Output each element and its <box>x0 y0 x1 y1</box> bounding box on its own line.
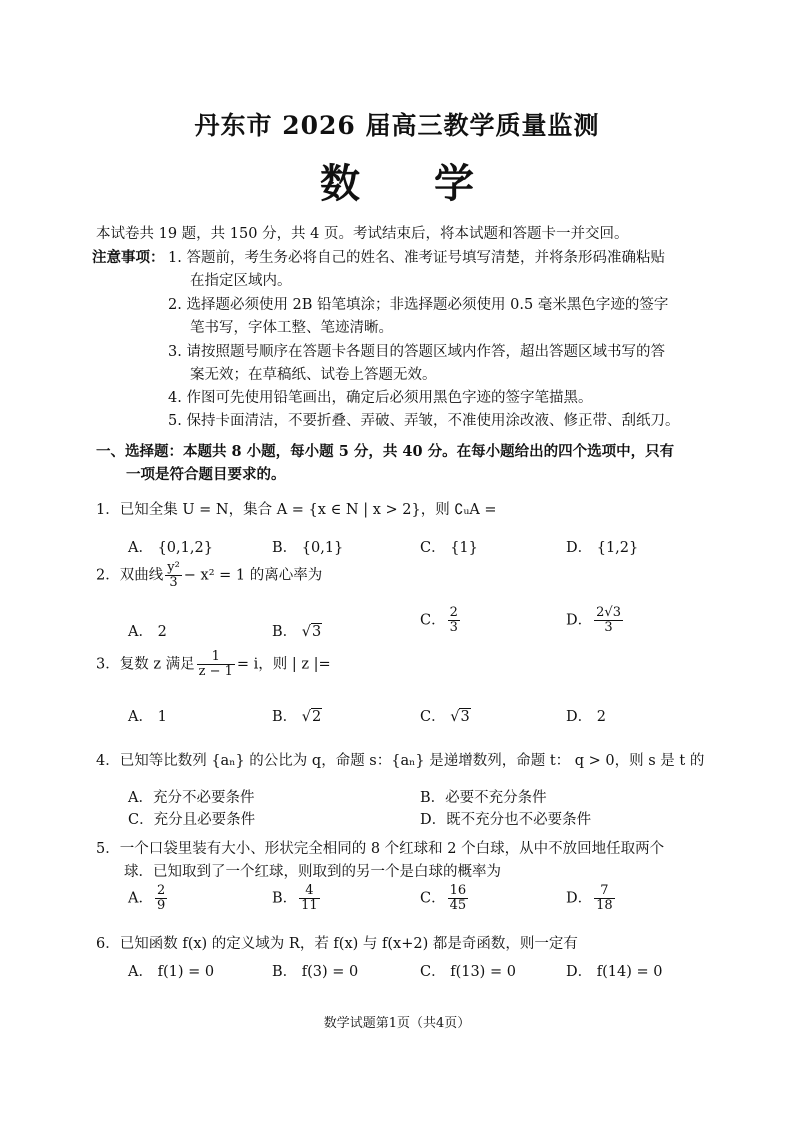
intro-text: 本试卷共 19 题，共 150 分，共 4 页。考试结束后，将本试题和答题卡一并交回。 <box>96 226 629 242</box>
subject-title: 数 学 <box>320 160 504 207</box>
section1-heading: 一、选择题：本题共 8 小题，每小题 5 分，共 40 分。在每小题给出的四个选项中，只有 <box>96 443 675 460</box>
q3-suffix: = i，则 | z |= <box>236 656 331 673</box>
q6-option-a: A． f(1) = 0 <box>128 964 215 980</box>
page-footer: 数学试题第1页（共4页） <box>323 1016 471 1031</box>
q3-fraction: $\frac{1}{z - 1}$ <box>198 649 233 679</box>
note-5: 5. 保持卡面清洁，不要折叠、弄破、弄皱，不准使用涂改液、修正带、刮纸刀。 <box>168 413 680 429</box>
section1-heading-2: 一项是符合题目要求的。 <box>126 466 286 483</box>
q2-frac-num: y² <box>167 560 180 575</box>
exam-title: 丹东市 2026 届高三教学质量监测 <box>194 111 600 140</box>
q5-option-d: D． $\frac{7}{18}$ <box>566 883 613 913</box>
q5-option-b: B． $\frac{4}{11}$ <box>272 883 318 913</box>
q1-option-c: C． {1} <box>420 540 478 556</box>
q6-option-c: C． f(13) = 0 <box>420 964 516 980</box>
note-3-line2: 案无效；在草稿纸、试卷上答题无效。 <box>190 367 437 383</box>
q2-prefix: 2．双曲线 <box>96 567 164 584</box>
note-3-line1: 3. 请按照题号顺序在答题卡各题目的答题区域内作答，超出答题区域书写的答 <box>168 344 665 360</box>
note-1-line2: 在指定区域内。 <box>190 273 292 289</box>
q5-stem-line2: 球．已知取到了一个红球，则取到的另一个是白球的概率为 <box>124 864 501 880</box>
q1-stem: 1．已知全集 U = N，集合 A = {x ∈ N | x > 2}，则 ∁ᵤA = <box>96 502 497 518</box>
q4-option-d: D．既不充分也不必要条件 <box>420 812 592 828</box>
q5-option-c: C． $\frac{16}{45}$ <box>420 883 467 913</box>
note-1-line1: 1. 答题前，考生务必将自己的姓名、准考证号填写清楚，并将条形码准确粘贴 <box>168 250 665 266</box>
q3-option-c: C． √3 <box>420 709 470 725</box>
q2-option-b: B． √3 <box>272 624 322 640</box>
note-2-line1: 2. 选择题必须使用 2B 铅笔填涂；非选择题必须使用 0.5 毫米黑色字迹的签字 <box>168 297 669 313</box>
q2-option-d: D． $\frac{2√3}{3}$ <box>566 605 621 635</box>
q4-option-b: B．必要不充分条件 <box>420 790 547 806</box>
q6-option-d: D． f(14) = 0 <box>566 964 663 980</box>
q2-frac-den: 3 <box>169 575 178 590</box>
notes-label: 注意事项： <box>92 249 165 266</box>
q3-stem <box>96 650 331 679</box>
q3-prefix: 3．复数 z 满足 <box>96 656 195 673</box>
q3-option-d: D． 2 <box>566 709 606 725</box>
q6-stem: 6．已知函数 f(x) 的定义域为 R，若 f(x) 与 f(x+2) 都是奇函数，则一定有 <box>96 936 578 952</box>
q1-option-b: B． {0,1} <box>272 540 344 556</box>
q1-option-a: A． {0,1,2} <box>128 540 213 556</box>
q5-stem-line1: 5．一个口袋里装有大小、形状完全相同的 8 个红球和 2 个白球，从中不放回地任取两个 <box>96 841 665 857</box>
q4-stem: 4．已知等比数列 {aₙ} 的公比为 q，命题 s：{aₙ} 是递增数列，命题 t： q > 0，则 s 是 t 的 <box>96 753 705 769</box>
q4-option-a: A．充分不必要条件 <box>128 790 255 806</box>
note-2-line2: 笔书写，字体工整、笔迹清晰。 <box>190 320 393 336</box>
q4-option-c: C．充分且必要条件 <box>128 812 256 828</box>
q2-option-a: A． 2 <box>128 624 167 640</box>
q2-suffix: − x² = 1 的离心率为 <box>183 567 323 584</box>
q3-option-a: A． 1 <box>128 709 167 725</box>
q5-option-a: A． $\frac{2}{9}$ <box>128 883 166 913</box>
q2-fraction <box>165 561 182 590</box>
q2-stem <box>96 561 322 590</box>
q2-option-c: C． $\frac{2}{3}$ <box>420 605 458 635</box>
q3-option-b: B． √2 <box>272 709 322 725</box>
note-4: 4. 作图可先使用铅笔画出，确定后必须用黑色字迹的签字笔描黑。 <box>168 390 593 406</box>
q1-option-d: D． {1,2} <box>566 540 639 556</box>
q6-option-b: B． f(3) = 0 <box>272 964 359 980</box>
